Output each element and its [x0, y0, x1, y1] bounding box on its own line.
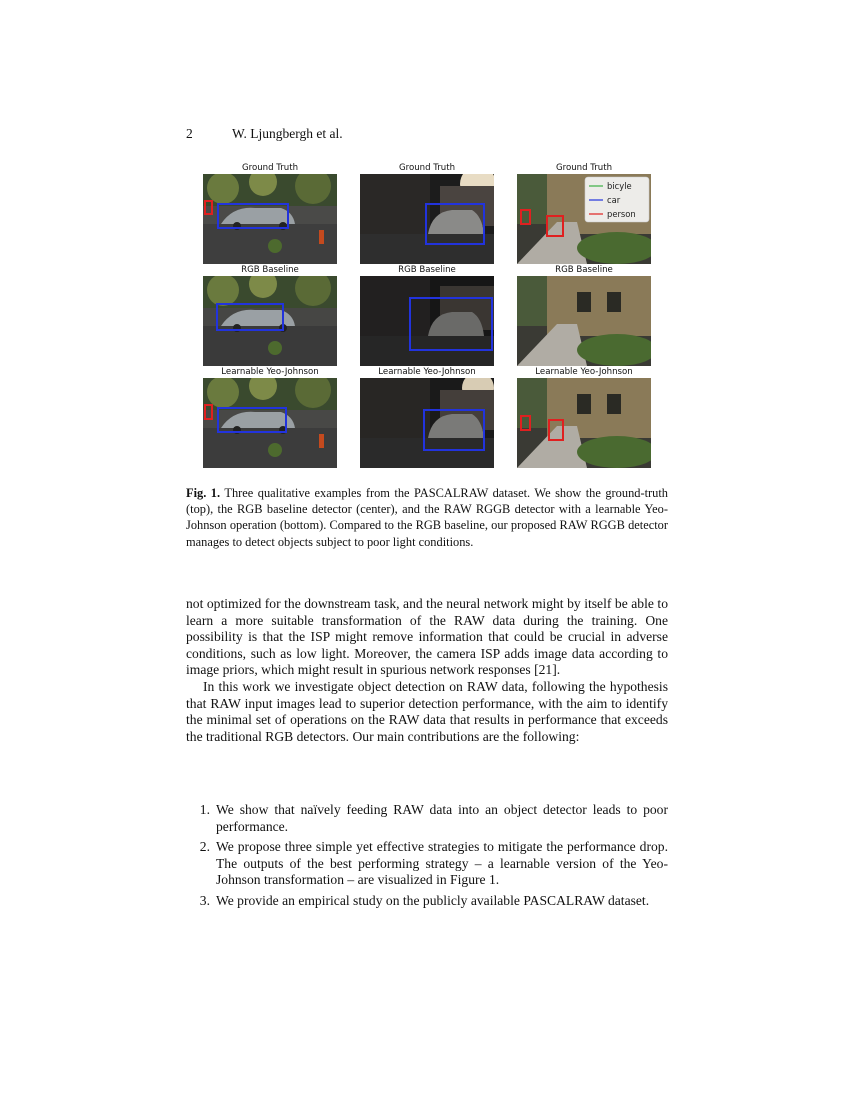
- legend-label-bicyle: bicyle: [607, 181, 632, 191]
- street-car-image: [203, 174, 337, 264]
- page-number: 2: [186, 126, 193, 141]
- list-text: We propose three simple yet effective strategies to mitigate the performance drop. The outputs of the best performing strategy – a learnable version of the Yeo-Johnson transformation – are visualized in Figure 1.: [216, 839, 668, 888]
- running-header: [186, 126, 343, 142]
- panel-title: Ground Truth: [555, 163, 613, 173]
- panel-title: RGB Baseline: [555, 265, 613, 275]
- street-car-image: [203, 378, 337, 468]
- panel-rgb-baseline-street: [203, 264, 337, 366]
- panel-rgb-baseline-sidewalk: [517, 264, 651, 366]
- list-item: [186, 839, 668, 889]
- dark-street-image: [360, 174, 494, 264]
- panel-ground-truth-street: [203, 162, 337, 264]
- list-text: We provide an empirical study on the publicly available PASCALRAW dataset.: [216, 892, 650, 908]
- street-car-image: [203, 276, 337, 366]
- legend-label-person: person: [607, 209, 636, 219]
- sidewalk-image: [517, 276, 651, 366]
- contributions-list: [186, 802, 668, 914]
- dark-street-image: [360, 276, 494, 366]
- panel-yeo-johnson-street: [203, 366, 337, 468]
- caption-label: Fig. 1.: [186, 486, 221, 500]
- caption-text: Three qualitative examples from the PASCALRAW dataset. We show the ground-truth (top), the RGB baseline detector (center), and the RAW RGGB detector with a learnable Yeo-Johnson operation (bottom). Compared to the RGB baseline, our proposed RAW RGGB detector manages to detect objects subject to poor light conditions.: [186, 486, 668, 549]
- sidewalk-image: [517, 378, 651, 468]
- panel-ground-truth-dark: [360, 162, 494, 264]
- panel-title: RGB Baseline: [398, 265, 456, 275]
- paragraph: not optimized for the downstream task, and the neural network might by itself be able to learn a more suitable transformation of the RAW data during the training. One possibility is that the ISP might remove information that could be crucial in adverse conditions, such as low light. Moreover, the camera ISP adds image data according to image priors, which might result in spurious network responses [21].: [186, 596, 668, 678]
- paragraph: In this work we investigate object detection on RAW data, following the hypothesis that RAW input images lead to superior detection performance, with the aim to identify the minimal set of operations on the RAW data that results in performance that exceeds the traditional RGB detectors. Our main contributions are the following:: [186, 678, 668, 744]
- body-text: [186, 596, 668, 745]
- list-text: We show that naïvely feeding RAW data into an object detector leads to poor performance.: [216, 802, 668, 834]
- panel-title: Ground Truth: [398, 163, 456, 173]
- list-item: [186, 802, 668, 835]
- dark-street-image: [360, 378, 494, 468]
- panel-ground-truth-sidewalk: [517, 162, 651, 264]
- running-title: W. Ljungbergh et al.: [232, 126, 343, 141]
- figure-caption: [186, 485, 668, 550]
- list-number: 2.: [199, 839, 210, 855]
- panel-title: Learnable Yeo-Johnson: [535, 367, 633, 377]
- legend: [585, 177, 649, 222]
- sidewalk-image: [517, 174, 651, 264]
- panel-title: Learnable Yeo-Johnson: [221, 367, 319, 377]
- list-item: [186, 893, 668, 910]
- list-number: 3.: [199, 892, 210, 908]
- legend-label-car: car: [607, 195, 621, 205]
- panel-title: Ground Truth: [241, 163, 299, 173]
- panel-title: RGB Baseline: [241, 265, 299, 275]
- panel-yeo-johnson-dark: [360, 366, 494, 468]
- panel-rgb-baseline-dark: [360, 264, 494, 366]
- panel-title: Learnable Yeo-Johnson: [378, 367, 476, 377]
- list-number: 1.: [199, 802, 210, 817]
- panel-yeo-johnson-sidewalk: [517, 366, 651, 468]
